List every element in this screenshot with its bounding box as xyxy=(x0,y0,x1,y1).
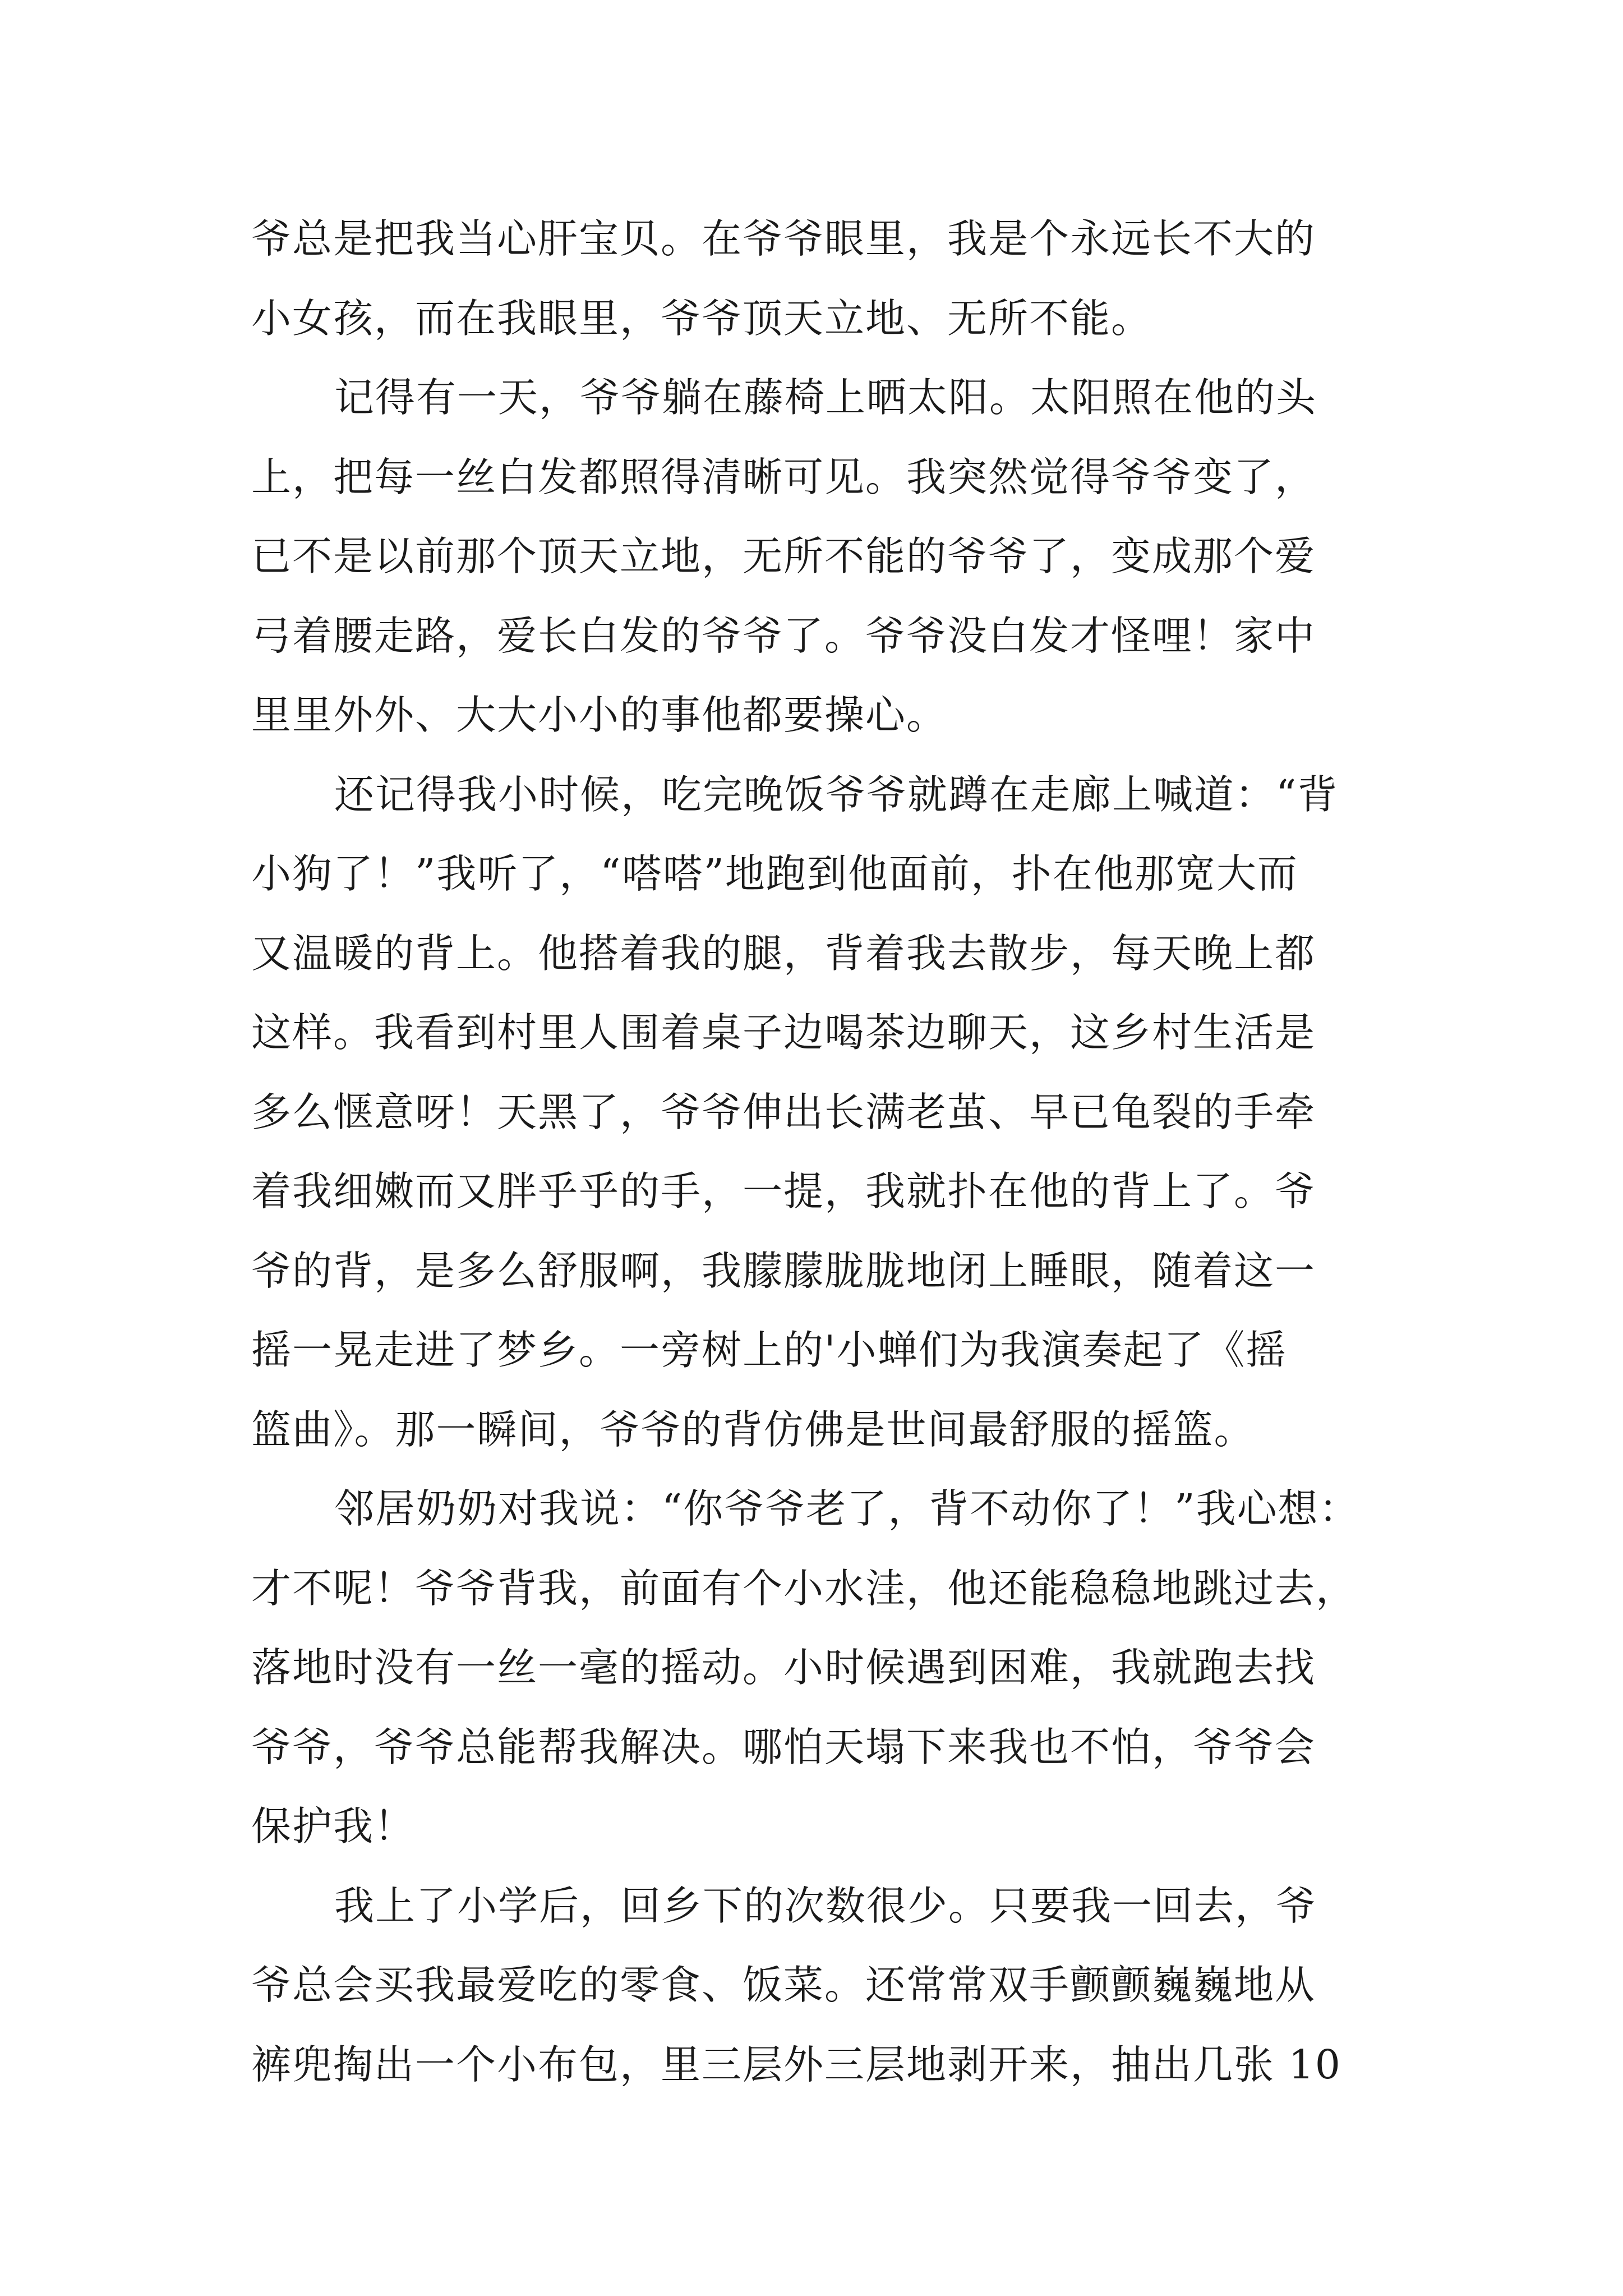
text-line: 上，把每一丝白发都照得清晰可见。我突然觉得爷爷变了， xyxy=(251,453,1316,500)
text-line: 篮曲》。那一瞬间，爷爷的背仿佛是世间最舒服的摇篮。 xyxy=(251,1406,1255,1453)
paragraph-start-line: 记得有一天，爷爷躺在藤椅上晒太阳。太阳照在他的头 xyxy=(334,374,1317,421)
text-line: 小女孩，而在我眼里，爷爷顶天立地、无所不能。 xyxy=(251,295,1152,342)
paragraph-start-line: 邻居奶奶对我说：“你爷爷老了，背不动你了！”我心想： xyxy=(334,1485,1360,1532)
text-line: 又温暖的背上。他搭着我的腿，背着我去散步，每天晚上都 xyxy=(251,930,1316,977)
text-line: 保护我！ xyxy=(251,1803,416,1849)
paragraph-start-line: 我上了小学后，回乡下的次数很少。只要我一回去，爷 xyxy=(334,1882,1317,1929)
text-line: 裤兜掏出一个小布包，里三层外三层地剥开来，抽出几张 10 xyxy=(251,2041,1341,2088)
text-line: 里里外外、大大小小的事他都要操心。 xyxy=(251,692,948,738)
text-line: 摇一晃走进了梦乡。一旁树上的'小蝉们为我演奏起了《摇 xyxy=(251,1327,1287,1373)
text-line: 爷总会买我最爱吃的零食、饭菜。还常常双手颤颤巍巍地从 xyxy=(251,1962,1316,2008)
document-body xyxy=(251,199,1390,2104)
text-line: 落地时没有一丝一毫的摇动。小时候遇到困难，我就跑去找 xyxy=(251,1644,1316,1691)
text-line: 已不是以前那个顶天立地，无所不能的爷爷了，变成那个爱 xyxy=(251,533,1316,579)
text-line: 爷总是把我当心肝宝贝。在爷爷眼里，我是个永远长不大的 xyxy=(251,215,1316,262)
text-line: 弓着腰走路，爱长白发的爷爷了。爷爷没白发才怪哩！家中 xyxy=(251,612,1316,659)
text-line: 小狗了！”我听了，“嗒嗒”地跑到他面前，扑在他那宽大而 xyxy=(251,850,1298,897)
text-line: 这样。我看到村里人围着桌子边喝茶边聊天，这乡村生活是 xyxy=(251,1009,1316,1056)
paragraph-start-line: 还记得我小时候，吃完晚饭爷爷就蹲在走廊上喊道：“背 xyxy=(334,771,1339,818)
text-line: 爷的背，是多么舒服啊，我朦朦胧胧地闭上睡眼，随着这一 xyxy=(251,1247,1316,1294)
text-line: 才不呢！爷爷背我，前面有个小水洼，他还能稳稳地跳过去， xyxy=(251,1565,1357,1612)
text-line: 多么惬意呀！天黑了，爷爷伸出长满老茧、早已龟裂的手牵 xyxy=(251,1088,1316,1135)
text-line: 爷爷，爷爷总能帮我解决。哪怕天塌下来我也不怕，爷爷会 xyxy=(251,1723,1316,1770)
text-line: 着我细嫩而又胖乎乎的手，一提，我就扑在他的背上了。爷 xyxy=(251,1168,1316,1214)
